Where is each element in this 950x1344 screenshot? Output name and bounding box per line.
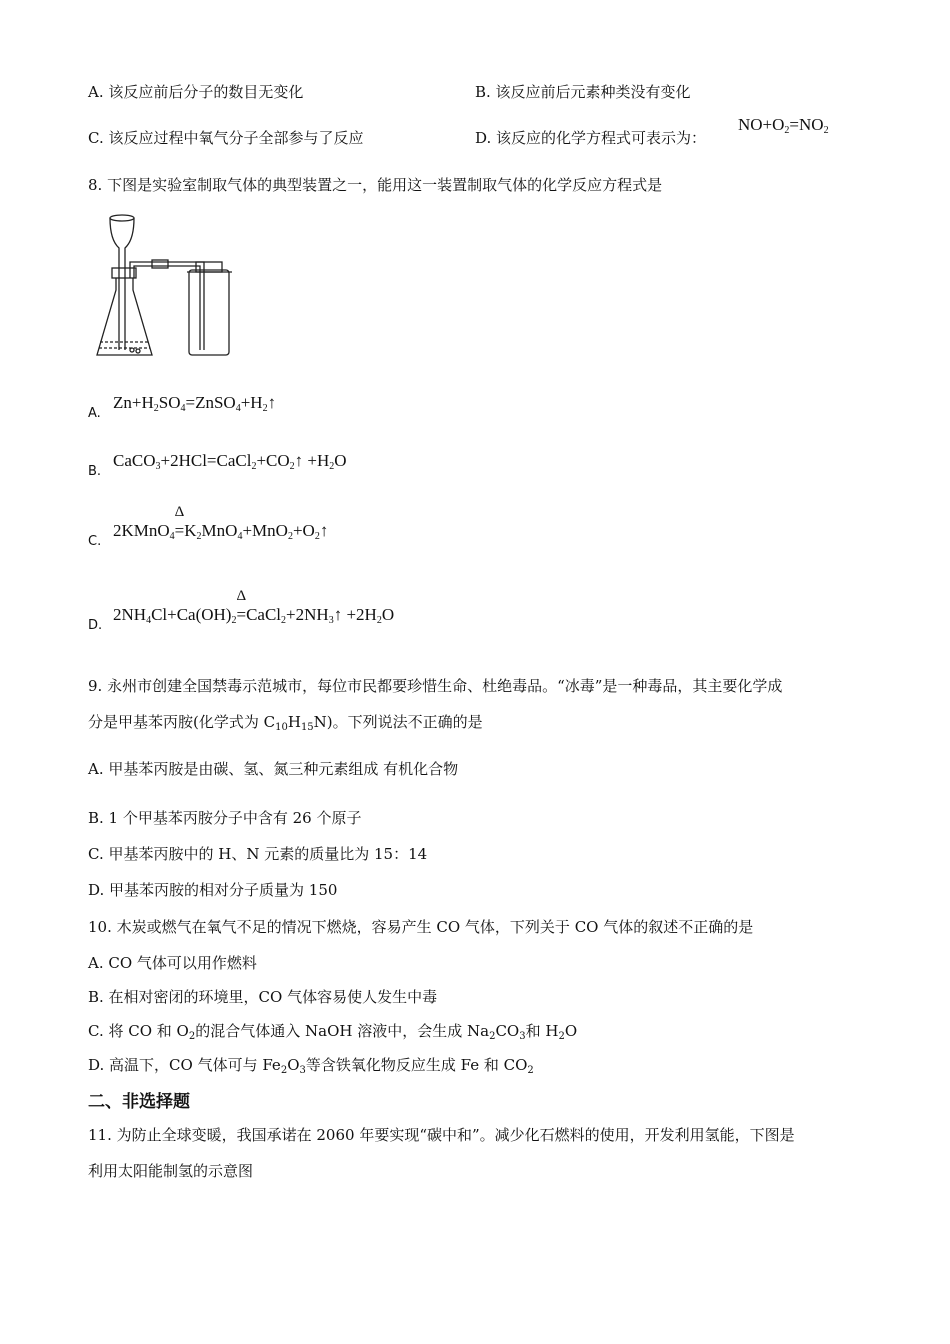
q10-stem: 10. 木炭或燃气在氧气不足的情况下燃烧，容易产生 CO 气体，下列关于 CO 气体的叙述不正确的是	[88, 918, 754, 936]
q8-option-b-label: B.	[88, 464, 102, 479]
section-title: 二、非选择题	[88, 1092, 190, 1112]
q8-option-d-equation: 2NH4Cl+Ca(OH)2 Δ =CaCl2+2NH3↑ +2H2O	[113, 588, 395, 626]
q7-option-b: B. 该反应前后元素种类没有变化	[475, 83, 691, 101]
q9-option-d: D. 甲基苯丙胺的相对分子质量为 150	[88, 881, 338, 899]
q8-option-d-label: D.	[88, 618, 103, 633]
q7-option-d-equation: NO+O2=NO2	[738, 115, 829, 136]
q8-option-a-label: A.	[88, 406, 101, 421]
lab-gas-apparatus-icon	[92, 210, 237, 360]
q9-option-b: B. 1 个甲基苯丙胺分子中含有 26 个原子	[88, 809, 362, 827]
q8-stem: 8. 下图是实验室制取气体的典型装置之一，能用这一装置制取气体的化学反应方程式是	[88, 176, 663, 194]
q10-option-b: B. 在相对密闭的环境里，CO 气体容易使人发生中毒	[88, 988, 438, 1006]
q8-option-c-label: C.	[88, 534, 102, 549]
q11-stem-line2: 利用太阳能制氢的示意图	[88, 1162, 254, 1180]
q10-option-a: A. CO 气体可以用作燃料	[88, 954, 257, 972]
q9-stem-line1: 9. 永州市创建全国禁毒示范城市，每位市民都要珍惜生命、杜绝毒品。“冰毒”是一种毒品，其主要化学成	[88, 677, 783, 695]
q8-option-b-equation: CaCO3+2HCl=CaCl2+CO2↑ +H2O	[113, 451, 347, 472]
q9-option-c: C. 甲基苯丙胺中的 H、N 元素的质量比为 15：14	[88, 845, 428, 863]
q7-option-d: D. 该反应的化学方程式可表示为：	[475, 129, 707, 147]
q7-option-c: C. 该反应过程中氧气分子全部参与了反应	[88, 129, 364, 147]
q8-option-a-equation: Zn+H2SO4=ZnSO4+H2↑	[113, 393, 277, 414]
q7-option-a: A. 该反应前后分子的数目无变化	[88, 83, 304, 101]
q9-option-a: A. 甲基苯丙胺是由碳、氢、氮三种元素组成 有机化合物	[88, 760, 459, 778]
q11-stem-line1: 11. 为防止全球变暖，我国承诺在 2060 年要实现“碳中和”。减少化石燃料的使用，开发利用氢能，下图是	[88, 1126, 795, 1144]
q9-stem-line2: 分是甲基苯丙胺(化学式为 $C_{10}H_{15}N$)。下列说法不正确的是	[88, 713, 483, 733]
q8-option-c-equation: 2KMnO4 Δ =K2MnO4+MnO2+O2↑	[113, 504, 329, 542]
q10-option-d: D. 高温下，CO 气体可与 $Fe_2O_3$等含铁氧化物反应生成 Fe 和 $CO_2$	[88, 1056, 534, 1076]
q10-option-c: C. 将 CO 和 $O_2$的混合气体通入 NaOH 溶液中，会生成 $Na_2CO_3$和 $H_2O$	[88, 1022, 578, 1042]
